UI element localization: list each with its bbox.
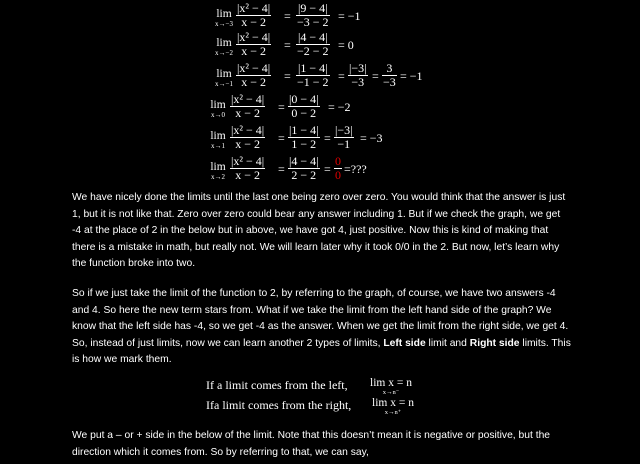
fraction: $\frac{|-3|}{-3}$ bbox=[349, 61, 367, 89]
result: = −1 bbox=[400, 69, 423, 83]
fraction: $\frac{\text{|x² − 4|}}{x - 2}$ bbox=[237, 61, 271, 89]
fraction: $\frac{\text{|x² − 4|}}{x - 2}$ bbox=[237, 1, 271, 29]
right-limit-notation: lim x = n x→n⁺ bbox=[372, 397, 414, 416]
fraction: $\frac{|4 - 4|}{-2 - 2}$ bbox=[297, 30, 329, 58]
right-limit-description: Ifa limit comes from the right, bbox=[206, 398, 352, 412]
lim-operator: lim x→−3 bbox=[215, 8, 233, 28]
equals: = bbox=[278, 162, 285, 176]
paragraph-direction-note: We put a – or + side in the below of the limit. Note that this doesn’t mean it is negative or positive, but the direction which it comes from. So by referring to that, we can say, bbox=[72, 430, 551, 458]
fraction: $\frac{|9 - 4|}{-3 - 2}$ bbox=[297, 1, 329, 29]
lim-operator: lim x→1 bbox=[210, 130, 226, 150]
result: = −1 bbox=[338, 9, 361, 23]
equals: = bbox=[338, 69, 345, 83]
fraction: $\frac{|1 - 4|}{-1 - 2}$ bbox=[297, 61, 329, 89]
fraction: $\frac{|4 - 4|}{2 - 2}$ bbox=[289, 154, 319, 182]
fraction: $\frac{\text{|x² − 4|}}{x - 2}$ bbox=[231, 154, 265, 182]
lim-operator: lim x→−2 bbox=[215, 37, 233, 57]
equals: = bbox=[284, 38, 291, 52]
result: =??? bbox=[344, 162, 367, 176]
lim-operator: lim x→0 bbox=[210, 99, 226, 119]
equals: = bbox=[324, 162, 331, 176]
fraction: $\frac{\text{|x² − 4|}}{x - 2}$ bbox=[231, 123, 265, 151]
equals: = bbox=[284, 9, 291, 23]
left-limit-description: If a limit comes from the left, bbox=[206, 378, 348, 392]
result: = 0 bbox=[338, 38, 354, 52]
lim-operator: lim x→−1 bbox=[215, 68, 233, 88]
fraction: $\frac{\text{|x² − 4|}}{x - 2}$ bbox=[237, 30, 271, 58]
equals: = bbox=[372, 69, 379, 83]
paragraph-one-sided-limits: So if we just take the limit of the function to 2, by referring to the graph, of course, we have two answers -4 and 4. So here the new term stars from. What if we take the limit from the left hand side of the graph? We know that the left side has -4, so we get -4 as the answer. When we get the limit from the right side, we get 4. So, instead of just limits, now we can learn another 2 types of limits, Left side limit and Right side limits. This is how we mark them. bbox=[72, 288, 571, 365]
equals: = bbox=[284, 69, 291, 83]
paragraph-zero-over-zero: We have nicely done the limits until the last one being zero over zero. You would think that the answer is just 1, but it is not like that. Zero over zero could bear any answer including 1. But if we check the graph, we get -4 at the place of 2 in the below but in above, we have got 4, just positive. Now this is kind of making that there is a mistake in math, but really not. We will learn later why it took 0/0 in the 2. But now, let’s learn why the function broke into two. bbox=[72, 192, 566, 269]
lim-operator: lim x→2 bbox=[210, 161, 226, 181]
fraction: $\frac{|1 - 4|}{1 - 2}$ bbox=[289, 123, 319, 151]
fraction: $\frac{|0 - 4|}{0 - 2}$ bbox=[289, 92, 319, 120]
equals: = bbox=[278, 131, 285, 145]
result: = −2 bbox=[328, 100, 351, 114]
fraction: $\frac{|-3|}{-1}$ bbox=[335, 123, 353, 151]
result: = −3 bbox=[360, 131, 383, 145]
zero-over-zero: $\frac{0}{0}$ bbox=[335, 154, 341, 182]
fraction: $\frac{\text{|x² − 4|}}{x - 2}$ bbox=[231, 92, 265, 120]
equals: = bbox=[278, 100, 285, 114]
left-limit-notation: lim x = n x→n⁻ bbox=[370, 377, 412, 396]
equals: = bbox=[324, 131, 331, 145]
fraction: $\frac{3}{-3}$ bbox=[383, 61, 396, 89]
